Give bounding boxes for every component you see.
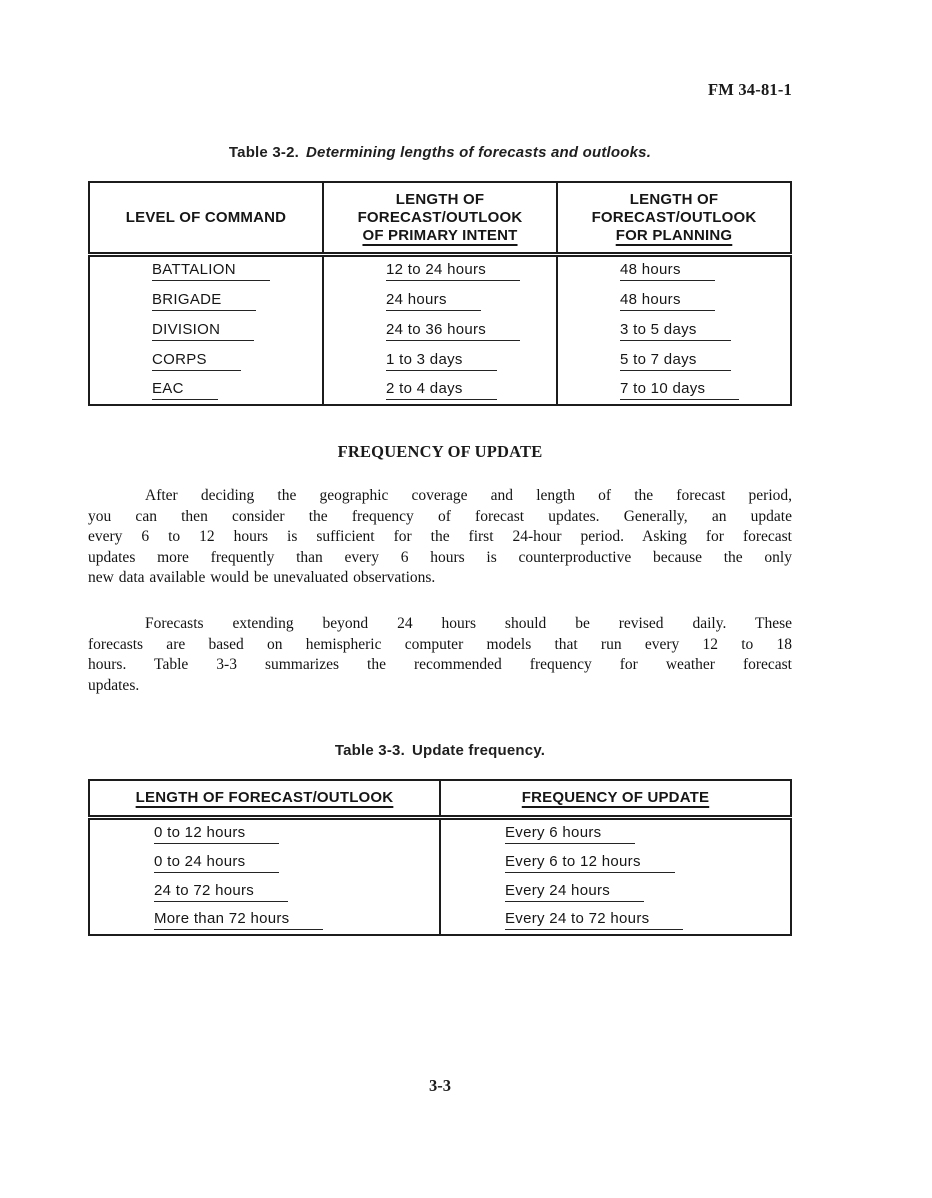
table-cell-text: 0 to 12 hours (154, 824, 279, 844)
table-row (89, 255, 791, 286)
table-row (89, 285, 791, 315)
table-cell (89, 255, 323, 286)
table-3-3-caption-text: Update frequency. (411, 742, 546, 760)
table-cell (323, 375, 557, 405)
table-cell-text: 48 hours (620, 261, 715, 281)
table-cell-text: DIVISION (152, 321, 254, 341)
table-row (89, 906, 791, 935)
table-cell (89, 345, 323, 375)
table-cell (440, 877, 791, 906)
table-cell (557, 255, 791, 286)
table-row (89, 315, 791, 345)
page-number: 3-3 (429, 1076, 451, 1096)
table-3-2-caption (88, 144, 792, 161)
page-content (88, 80, 792, 1096)
paragraph-line: After deciding the geographic coverage and length of the forecast period, (145, 487, 792, 504)
paragraph-line: new data available would be unevaluated observations. (88, 569, 436, 587)
table-cell (440, 848, 791, 877)
table-cell-text: 24 to 72 hours (154, 882, 288, 902)
section-heading: FREQUENCY OF UPDATE (337, 442, 543, 461)
table-cell (440, 818, 791, 849)
table-row (89, 818, 791, 849)
table-row (89, 375, 791, 405)
table-cell-text: 48 hours (620, 291, 715, 311)
table-cell (89, 906, 440, 935)
table-cell (557, 285, 791, 315)
table-cell-text: 1 to 3 days (386, 351, 497, 371)
table-cell-text: 0 to 24 hours (154, 853, 279, 873)
table-header-row (89, 182, 791, 255)
paragraph-1 (88, 486, 792, 589)
table-cell-text: 2 to 4 days (386, 380, 497, 400)
table-cell-text: Every 24 to 72 hours (505, 910, 683, 930)
table-header-row (89, 780, 791, 818)
table-header-line: LENGTH OF (629, 191, 719, 208)
table-header-line: FORECAST/OUTLOOK (591, 209, 757, 226)
table-cell (440, 906, 791, 935)
table-body (89, 818, 791, 936)
table-cell-text: 24 to 36 hours (386, 321, 520, 341)
table-header-cell (323, 182, 557, 255)
table-header-cell (89, 780, 440, 818)
table-3-2-caption-label: Table 3-2. (228, 144, 299, 161)
paragraph-line: you can then consider the frequency of forecast updates. Generally, an update (88, 507, 792, 525)
table-header-line: FOR PLANNING (615, 227, 733, 244)
table-cell (89, 375, 323, 405)
table-cell (557, 345, 791, 375)
table-cell (89, 315, 323, 345)
table-cell (557, 375, 791, 405)
table-cell-text: 12 to 24 hours (386, 261, 520, 281)
table-cell-text: EAC (152, 380, 218, 400)
table-cell-text: More than 72 hours (154, 910, 323, 930)
table-cell-text: 7 to 10 days (620, 380, 739, 400)
table-3-2 (88, 181, 792, 406)
table-cell-text: CORPS (152, 351, 241, 371)
paragraph-line: updates. (88, 676, 140, 694)
table-header-line: FREQUENCY OF UPDATE (521, 789, 710, 807)
table-header-cell (89, 182, 323, 255)
table-3-3 (88, 779, 792, 936)
table-row (89, 877, 791, 906)
paragraph-line: updates more frequently than every 6 hours is counterproductive because the only (88, 548, 792, 566)
table-body (89, 255, 791, 406)
table-cell (89, 848, 440, 877)
table-3-3-caption-label: Table 3-3. (334, 742, 405, 760)
table-3-2-caption-text: Determining lengths of forecasts and outlooks. (306, 144, 652, 161)
doc-reference: FM 34-81-1 (707, 80, 792, 99)
table-cell-text: Every 6 hours (505, 824, 635, 844)
table-cell (323, 285, 557, 315)
table-cell (323, 345, 557, 375)
table-header-line: FORECAST/OUTLOOK (357, 209, 523, 226)
paragraph-line: every 6 to 12 hours is sufficient for the first 24-hour period. Asking for forecast (88, 528, 792, 546)
table-cell (557, 315, 791, 345)
table-cell-text: BATTALION (152, 261, 270, 281)
table-3-3-caption (88, 742, 792, 759)
table-cell-text: 5 to 7 days (620, 351, 731, 371)
table-header-line: LEVEL OF COMMAND (125, 209, 287, 226)
table-cell (323, 315, 557, 345)
table-cell (323, 255, 557, 286)
table-cell-text: 3 to 5 days (620, 321, 731, 341)
table-cell-text: 24 hours (386, 291, 481, 311)
table-cell-text: Every 24 hours (505, 882, 644, 902)
table-cell (89, 818, 440, 849)
table-cell (89, 285, 323, 315)
table-header-line: LENGTH OF (395, 191, 485, 208)
paragraph-2 (88, 614, 792, 696)
paragraph-line: Forecasts extending beyond 24 hours should be revised daily. These (145, 614, 792, 632)
table-row (89, 345, 791, 375)
paragraph-line: forecasts are based on hemispheric computer models that run every 12 to 18 (88, 635, 792, 653)
table-header-line: LENGTH OF FORECAST/OUTLOOK (135, 789, 394, 807)
table-cell-text: Every 6 to 12 hours (505, 853, 675, 873)
table-header-cell (557, 182, 791, 255)
table-cell (89, 877, 440, 906)
table-header-line: OF PRIMARY INTENT (362, 227, 518, 244)
table-cell-text: BRIGADE (152, 291, 256, 311)
table-header-cell (440, 780, 791, 818)
paragraph-line: hours. Table 3-3 summarizes the recommended frequency for weather forecast (88, 656, 792, 674)
table-row (89, 848, 791, 877)
